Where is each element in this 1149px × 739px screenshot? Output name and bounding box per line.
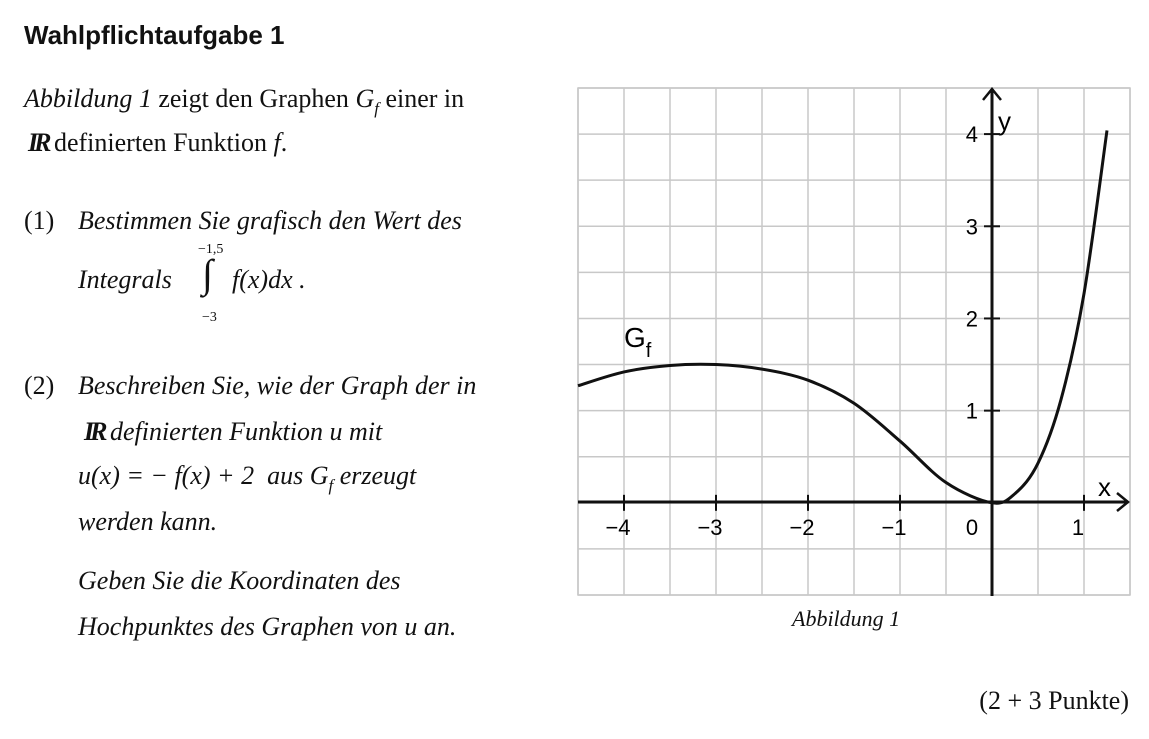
intro-line-2 (28, 128, 287, 158)
axes (578, 89, 1128, 596)
real-numbers-symbol: IR (28, 128, 48, 157)
intro-line-1 (24, 84, 465, 118)
function-symbol: f (273, 128, 281, 157)
function-graph-figure (570, 78, 1140, 608)
intro-text-2: einer in (385, 84, 465, 113)
graph-curve (578, 130, 1107, 503)
y-axis-label: y (998, 106, 1011, 136)
integrand: f(x)dx . (232, 265, 306, 294)
graph-label: $G_f$ (624, 322, 652, 362)
task-2-number: (2) (24, 371, 55, 400)
y-tick-label: 2 (965, 306, 978, 332)
period: . (280, 128, 288, 157)
x-tick-label: 1 (1071, 514, 1085, 540)
task-2-line-6: Hochpunktes des Graphen von u an. (78, 612, 457, 641)
x-tick-label: −3 (697, 514, 723, 540)
intro-text-1: zeigt den Graphen (158, 84, 349, 113)
integral-sign: ∫ (202, 251, 213, 296)
task-2-line-5: Geben Sie die Koordinaten des (78, 566, 401, 595)
x-tick-label: −1 (881, 514, 907, 540)
intro-text-3: definierten Funktion (53, 128, 267, 157)
integral-upper-bound: −1,5 (198, 242, 224, 257)
erzeugt-text: erzeugt (339, 461, 417, 490)
integral-lower-bound: −3 (202, 310, 217, 325)
task-2-line-1: Beschreiben Sie, wie der Graph der in (78, 371, 477, 400)
page-title: Wahlpflichtaufgabe 1 (24, 20, 285, 50)
task-1-line-1: Bestimmen Sie grafisch den Wert des (78, 206, 462, 235)
y-tick-label: 1 (965, 398, 978, 424)
x-tick-label: −2 (789, 514, 815, 540)
graph-symbol: $G_f$ (355, 84, 379, 118)
ticks (605, 122, 1084, 540)
y-tick-label: 4 (965, 122, 978, 148)
figure-caption: Abbildung 1 (792, 606, 901, 631)
x-tick-label: 0 (965, 514, 979, 540)
graph-symbol-2: $G_f$ (309, 461, 334, 495)
task-2-line-2 (84, 417, 382, 447)
task-1-number: (1) (24, 206, 55, 235)
x-tick-label: −4 (605, 514, 631, 540)
grid (578, 88, 1130, 595)
task-2-line-3 (78, 461, 417, 495)
task-2-line-4: werden kann. (78, 507, 218, 536)
y-tick-label: 3 (965, 214, 978, 240)
function-u-formula: u(x) = − f(x) + 2 (78, 461, 255, 490)
task-2-line-2-text: definierten Funktion u mit (109, 417, 383, 446)
aus-text: aus (267, 461, 304, 490)
real-numbers-symbol-2: IR (84, 417, 104, 446)
task-1-integrals-label: Integrals (78, 265, 172, 294)
x-axis-label: x (1098, 472, 1111, 502)
figure-reference: Abbildung 1 (24, 84, 152, 113)
points-total: (2 + 3 Punkte) (979, 686, 1129, 715)
